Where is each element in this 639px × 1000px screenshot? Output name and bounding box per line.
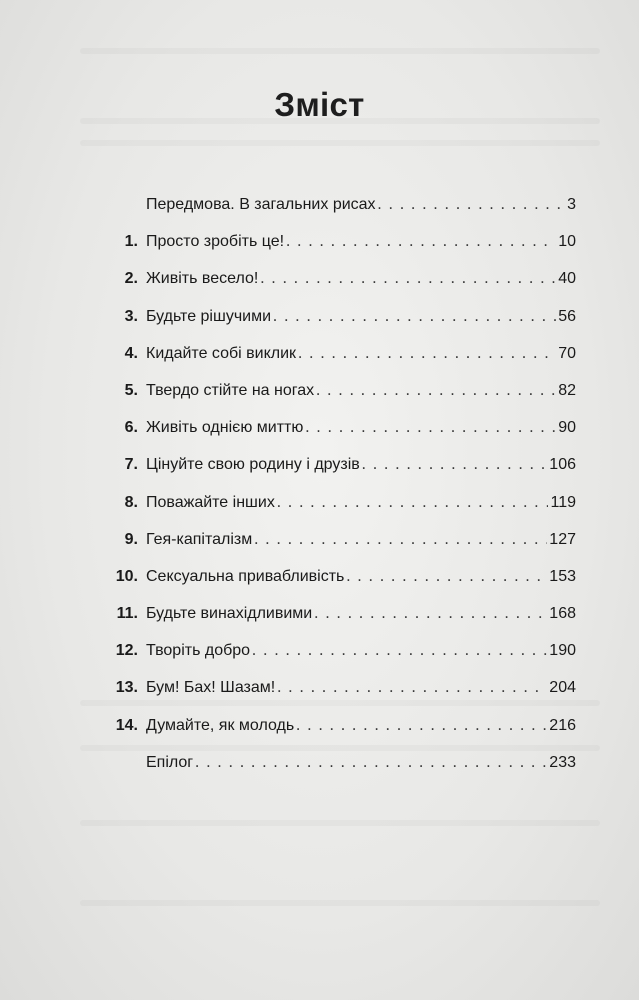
toc-entry-title: Кидайте собі виклик: [146, 344, 297, 362]
toc-entry: [112, 419, 576, 456]
toc-entry-page: 40: [558, 270, 576, 288]
toc-entry: [112, 568, 576, 605]
dot-leader: [378, 196, 566, 214]
dot-leader: [260, 270, 556, 288]
table-of-contents: [112, 196, 576, 791]
dot-leader: [346, 568, 547, 586]
toc-entry-page: 70: [558, 344, 576, 362]
toc-entry-number: 1.: [124, 233, 138, 251]
toc-entry-title: Цінуйте свою родину і друзів: [146, 456, 360, 474]
dot-leader: [277, 679, 547, 697]
toc-entry-page: 106: [549, 456, 576, 474]
toc-entry: [112, 494, 576, 531]
toc-entry-number: 2.: [124, 270, 138, 288]
bleed-through-line: [80, 820, 600, 826]
toc-entry: [112, 679, 576, 716]
dot-leader: [286, 233, 556, 251]
toc-entry: [112, 345, 576, 382]
toc-entry-number: 7.: [124, 456, 138, 474]
dot-leader: [254, 531, 547, 549]
bleed-through-line: [80, 140, 600, 146]
toc-entry: [112, 717, 576, 754]
toc-entry-page: 216: [549, 716, 576, 734]
toc-entry: [112, 382, 576, 419]
toc-entry-title: Бум! Бах! Шазам!: [146, 679, 276, 697]
dot-leader: [362, 456, 548, 474]
toc-entry-page: 190: [549, 642, 576, 660]
toc-entry-page: 3: [567, 196, 576, 213]
toc-entry-number: 3.: [124, 307, 138, 325]
toc-entry: [112, 642, 576, 679]
bleed-through-line: [80, 900, 600, 906]
toc-entry: [112, 531, 576, 568]
toc-entry-title: Просто зробіть це!: [146, 233, 285, 251]
toc-entry: [112, 605, 576, 642]
toc-entry-number: 6.: [124, 419, 138, 437]
dot-leader: [252, 642, 547, 660]
toc-entry-page: 153: [549, 567, 576, 585]
toc-entry-number: 13.: [115, 679, 138, 697]
toc-entry-title: Живіть однією миттю: [146, 419, 304, 437]
dot-leader: [314, 605, 547, 623]
toc-entry-page: 10: [558, 233, 576, 251]
page-title: Зміст: [274, 86, 365, 123]
toc-entry-number: 14.: [115, 716, 138, 734]
toc-entry-page: 233: [549, 753, 576, 771]
dot-leader: [195, 754, 547, 772]
toc-entry: [112, 308, 576, 345]
toc-entry-number: 8.: [124, 493, 138, 511]
toc-entry-page: 168: [549, 605, 576, 623]
bleed-through-line: [80, 48, 600, 54]
toc-entry-number: 4.: [124, 344, 138, 362]
toc-entry-title: Гея-капіталізм: [146, 530, 253, 548]
dot-leader: [316, 382, 556, 400]
toc-entry-number: 5.: [124, 381, 138, 399]
toc-entry: [112, 270, 576, 307]
dot-leader: [296, 717, 547, 735]
toc-entry: [112, 456, 576, 493]
toc-entry-page: 56: [558, 307, 576, 325]
toc-entry-title: Твердо стійте на ногах: [146, 381, 315, 399]
toc-entry-page: 204: [549, 679, 576, 697]
toc-entry-title: Будьте рішучими: [146, 307, 272, 325]
toc-entry-number: 12.: [115, 642, 138, 660]
toc-entry-title: Передмова. В загальних рисах: [146, 196, 376, 213]
dot-leader: [305, 419, 556, 437]
dot-leader: [298, 345, 556, 363]
dot-leader: [277, 494, 549, 512]
toc-entry: [112, 754, 576, 791]
toc-entry-title: Епілог: [146, 753, 194, 771]
toc-entry-title: Поважайте інших: [146, 493, 275, 511]
toc-entry-title: Живіть весело!: [146, 270, 259, 288]
toc-entry-number: 10.: [115, 567, 138, 585]
toc-entry-page: 82: [558, 381, 576, 399]
toc-entry-title: Творіть добро: [146, 642, 251, 660]
toc-entry-page: 127: [549, 530, 576, 548]
toc-entry-title: Думайте, як молодь: [146, 716, 295, 734]
toc-entry-page: 119: [550, 493, 576, 511]
toc-entry-number: 9.: [124, 530, 138, 548]
toc-entry-page: 90: [558, 419, 576, 437]
dot-leader: [273, 308, 556, 326]
toc-entry-title: Сексуальна привабливість: [146, 567, 345, 585]
toc-entry: [112, 196, 576, 233]
toc-entry-number: 11.: [116, 605, 138, 623]
toc-entry-title: Будьте винахідливими: [146, 605, 313, 623]
toc-entry: [112, 233, 576, 270]
